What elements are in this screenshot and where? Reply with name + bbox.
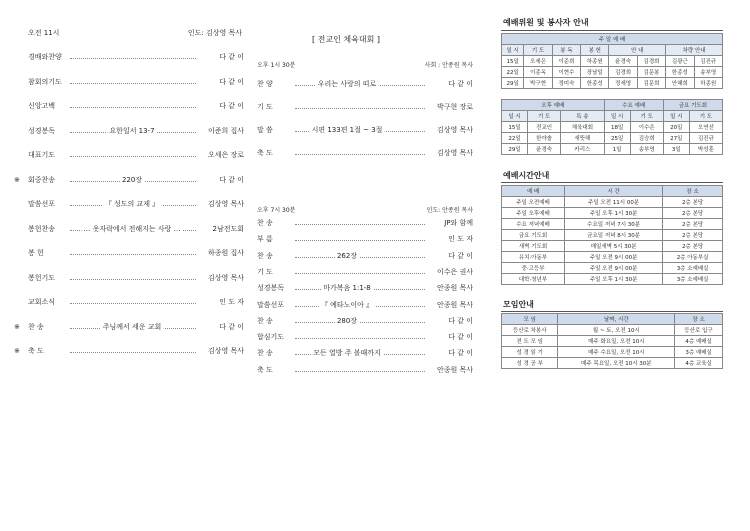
order-person: 박구현 장로 bbox=[436, 103, 473, 111]
table-cell: 주일 오후예배 bbox=[502, 208, 565, 219]
column-header: 날짜, 시간 bbox=[558, 314, 675, 325]
order-label: 부 름 bbox=[257, 235, 273, 244]
table-row bbox=[502, 230, 723, 241]
order-row bbox=[14, 151, 244, 161]
table-row bbox=[502, 133, 723, 144]
table-cell: 김진규 bbox=[694, 56, 722, 67]
table-cell: 15일 bbox=[502, 56, 524, 67]
table-cell: 김진규 bbox=[689, 133, 722, 144]
leader-dots bbox=[70, 58, 196, 59]
order-label: 봉 헌 bbox=[28, 249, 44, 257]
order-person: 다 같 이 bbox=[219, 53, 244, 61]
order-row bbox=[14, 347, 244, 357]
table-cell: 이종옥 bbox=[524, 67, 552, 78]
table-row bbox=[502, 208, 723, 219]
column-header: 오후 예배 bbox=[502, 100, 605, 111]
table-row bbox=[502, 56, 723, 67]
order-label: 축 도 bbox=[28, 347, 44, 355]
column-header: 기 도 bbox=[689, 111, 722, 122]
order-row bbox=[257, 126, 473, 136]
table-cell: 등산로 입구 bbox=[675, 325, 723, 336]
table-cell: 주일 오후 1시 30분 bbox=[565, 274, 663, 285]
meetings-table-header bbox=[502, 314, 723, 325]
order-label: 찬 송 bbox=[28, 322, 44, 331]
table-cell: 전교인 bbox=[528, 122, 561, 133]
table-cell: 매주 목요일, 오전 10시 30분 bbox=[558, 358, 675, 369]
order-label: 기 도 bbox=[257, 103, 273, 111]
order-detail: 마가복음 1:1-8 bbox=[323, 284, 371, 293]
table-cell: 매일새벽 5시 30분 bbox=[565, 241, 663, 252]
order-label: 성경봉독 bbox=[257, 284, 285, 293]
table-cell: 성 경 공 부 bbox=[502, 358, 558, 369]
section-title-meetings: 모임안내 bbox=[503, 300, 534, 309]
table-cell: 김승희 bbox=[630, 133, 663, 144]
table-cell: 대학·청년부 bbox=[502, 274, 565, 285]
order-person: 김상영 목사 bbox=[436, 149, 473, 157]
table-cell: 27일 bbox=[663, 133, 689, 144]
evening-service bbox=[257, 219, 473, 379]
order-person: 다 같 이 bbox=[448, 333, 473, 342]
order-person: 다 같 이 bbox=[219, 175, 244, 184]
table-row bbox=[502, 274, 723, 285]
column-header: 기 도 bbox=[524, 45, 552, 56]
column-header: 장 소 bbox=[675, 314, 723, 325]
table-cell: 한야솔 bbox=[528, 133, 561, 144]
leader-dots bbox=[295, 224, 425, 225]
table-cell: 유치·아동부 bbox=[502, 252, 565, 263]
order-detail: 모든 열방 주 볼때까지 bbox=[313, 349, 381, 358]
column-header: 봉 독 bbox=[552, 45, 580, 56]
order-detail: 시편 133편 1절 ~ 3절 bbox=[311, 126, 383, 134]
column-header: 기 도 bbox=[630, 111, 663, 122]
table-cell: 2층 본당 bbox=[663, 241, 723, 252]
table-cell: 25일 bbox=[604, 133, 630, 144]
table-cell: 중·고등부 bbox=[502, 263, 565, 274]
leader-dots bbox=[70, 156, 196, 157]
order-person: 김상영 목사 bbox=[207, 200, 244, 208]
column-header: 모 임 bbox=[502, 314, 558, 325]
column-header: 일 시 bbox=[604, 111, 630, 122]
column-header: 일 시 bbox=[502, 45, 524, 56]
table-cell: 주일 오후 1시 30분 bbox=[565, 208, 663, 219]
table-cell: 정미숙 bbox=[552, 78, 580, 89]
table-cell: 29일 bbox=[502, 144, 528, 155]
table-cell: 박구현 bbox=[524, 78, 552, 89]
order-detail: 280장 bbox=[336, 316, 358, 325]
order-person: 안종원 목사 bbox=[436, 284, 473, 293]
table-cell: 주일 오전 11시 00분 bbox=[565, 197, 663, 208]
table-cell: 15일 bbox=[502, 122, 528, 133]
table-cell: 3층 소예배실 bbox=[663, 263, 723, 274]
table-row bbox=[502, 122, 723, 133]
table-row bbox=[502, 252, 723, 263]
order-detail: 『 예타노이아 』 bbox=[320, 300, 374, 309]
order-person: 다 같 이 bbox=[448, 316, 473, 325]
order-row bbox=[14, 298, 244, 308]
meetings-table bbox=[501, 313, 723, 369]
table-row bbox=[502, 325, 723, 336]
section-title-volunteers: 예배위원 및 봉사자 안내 bbox=[503, 18, 589, 27]
order-person: 안종원 목사 bbox=[436, 300, 473, 309]
table-cell: 22일 bbox=[502, 67, 524, 78]
order-detail: … 옷자락에서 전해지는 사랑 … bbox=[83, 224, 181, 233]
table-row bbox=[502, 347, 723, 358]
column-header: 일 시 bbox=[663, 111, 689, 122]
order-person: 다 같 이 bbox=[219, 77, 244, 86]
order-person: 이수은 권사 bbox=[436, 267, 473, 276]
leader-dots bbox=[70, 107, 196, 108]
sunday-table-header: 주 일 예 배 bbox=[502, 34, 723, 45]
order-person: 이준희 집사 bbox=[207, 126, 244, 135]
table-cell: 22일 bbox=[502, 133, 528, 144]
order-label: 경배와찬양 bbox=[28, 53, 62, 61]
table-cell: 한종성 bbox=[581, 78, 609, 89]
order-label: 회중찬송 bbox=[28, 175, 56, 184]
block1-leader: 사회 : 안종원 목사 bbox=[424, 62, 473, 69]
order-row bbox=[257, 349, 473, 359]
section-underline bbox=[501, 182, 723, 183]
order-detail: 요한일서 13-7 bbox=[109, 126, 155, 135]
order-row bbox=[257, 235, 473, 245]
block2-time: 오후 7시 30분 bbox=[257, 207, 296, 214]
table-cell: 이준희 bbox=[552, 56, 580, 67]
order-row bbox=[257, 103, 473, 113]
order-row bbox=[14, 323, 244, 333]
order-person: 김상영 목사 bbox=[436, 126, 473, 134]
table-cell: 금요일 저녁 8시 30분 bbox=[565, 230, 663, 241]
column-header: 기 도 bbox=[528, 111, 561, 122]
table-cell: 주일 오전예배 bbox=[502, 197, 565, 208]
table-cell: 안혜희 bbox=[666, 78, 694, 89]
table-cell: 새벽 기도회 bbox=[502, 241, 565, 252]
order-row bbox=[257, 284, 473, 294]
weekday-table-columns bbox=[502, 111, 723, 122]
order-detail: 220장 bbox=[121, 175, 143, 184]
table-cell: 김문봉 bbox=[637, 67, 665, 78]
leader-dots bbox=[295, 257, 425, 258]
leader-dots bbox=[70, 83, 196, 84]
order-label: 말 씀 bbox=[257, 126, 273, 134]
leader-dots bbox=[295, 240, 425, 241]
required-mark: ※ bbox=[14, 175, 20, 184]
table-cell: 이수은 bbox=[630, 122, 663, 133]
order-detail: 『 성도의 교제 』 bbox=[104, 200, 160, 208]
weekday-volunteer-table bbox=[501, 99, 723, 155]
section-underline bbox=[501, 30, 723, 31]
table-cell: 1일 bbox=[604, 144, 630, 155]
table-cell: 월 ~ 토, 오전 10시 bbox=[558, 325, 675, 336]
table-cell: 김문희 bbox=[637, 78, 665, 89]
order-label: 봉헌기도 bbox=[28, 273, 56, 282]
table-cell: 윤경숙 bbox=[609, 56, 637, 67]
leader-dots bbox=[70, 303, 196, 304]
order-label: 찬 송 bbox=[257, 349, 273, 358]
leader-dots bbox=[295, 338, 425, 339]
order-label: 성경봉독 bbox=[28, 126, 56, 135]
order-label: 봉헌찬송 bbox=[28, 224, 56, 233]
leader-dots bbox=[295, 273, 425, 274]
leader-dots bbox=[295, 322, 425, 323]
table-cell: 수요 저녁예배 bbox=[502, 219, 565, 230]
table-row bbox=[502, 336, 723, 347]
order-row bbox=[257, 252, 473, 262]
required-mark: ※ bbox=[14, 347, 20, 355]
table-row bbox=[502, 241, 723, 252]
order-row bbox=[14, 53, 244, 63]
table-cell: 김경희 bbox=[609, 67, 637, 78]
leader-dots bbox=[70, 279, 196, 280]
column-header: 차량 안내 bbox=[666, 45, 723, 56]
order-person: 인 도 자 bbox=[448, 235, 473, 244]
order-row bbox=[14, 102, 244, 112]
column-header: 장 소 bbox=[663, 186, 723, 197]
order-label: 대표기도 bbox=[28, 151, 56, 159]
table-cell: 윤경숙 bbox=[528, 144, 561, 155]
order-person: 김상영 목사 bbox=[207, 347, 244, 355]
block2-leader: 인도: 안종원 목사 bbox=[426, 207, 473, 214]
order-label: 참회의기도 bbox=[28, 77, 62, 86]
table-cell: 박성훈 bbox=[689, 144, 722, 155]
order-label: 축 도 bbox=[257, 365, 273, 374]
table-cell: 매주 화요일, 오전 10시 bbox=[558, 336, 675, 347]
column-header: 수요 예배 bbox=[604, 100, 663, 111]
table-cell: 송부영 bbox=[630, 144, 663, 155]
leader-dots bbox=[295, 154, 425, 155]
table-cell: 18일 bbox=[604, 122, 630, 133]
table-cell: 4층 교육실 bbox=[675, 358, 723, 369]
section-title-service-times: 예배시간안내 bbox=[503, 171, 550, 180]
table-cell: 2층 본당 bbox=[663, 197, 723, 208]
order-person: 인 도 자 bbox=[219, 298, 244, 306]
table-row bbox=[502, 197, 723, 208]
sunday-volunteer-table bbox=[501, 33, 723, 89]
table-cell: 장남일 bbox=[581, 67, 609, 78]
order-label: 말씀선포 bbox=[28, 200, 56, 208]
table-row bbox=[502, 358, 723, 369]
order-person: 다 같 이 bbox=[448, 251, 473, 260]
order-label: 합심기도 bbox=[257, 333, 285, 342]
order-detail: 우리는 사랑의 띠로 bbox=[317, 80, 377, 88]
order-person: 다 같 이 bbox=[448, 349, 473, 358]
order-person: 다 같 이 bbox=[448, 80, 473, 88]
table-cell: 김경희 bbox=[637, 56, 665, 67]
table-row bbox=[502, 144, 723, 155]
order-row bbox=[257, 333, 473, 343]
block1-time: 오후 1시 30분 bbox=[257, 62, 296, 69]
order-person: 하종원 집사 bbox=[207, 249, 244, 257]
order-row bbox=[14, 274, 244, 284]
order-row bbox=[257, 366, 473, 376]
table-cell: 새뜻해 bbox=[561, 133, 604, 144]
section-underline bbox=[501, 311, 723, 312]
order-person: 다 같 이 bbox=[219, 322, 244, 331]
order-person: 오세은 장로 bbox=[207, 151, 244, 159]
order-label: 찬 양 bbox=[257, 80, 273, 88]
order-person: JP와 함께 bbox=[444, 219, 473, 227]
table-cell: 3일 bbox=[663, 144, 689, 155]
weekday-table-header bbox=[502, 100, 723, 111]
leader-dots bbox=[295, 371, 425, 372]
order-label: 기 도 bbox=[257, 267, 273, 276]
order-row bbox=[14, 127, 244, 137]
table-cell: 카리스 bbox=[561, 144, 604, 155]
order-row bbox=[257, 219, 473, 229]
table-cell: 수요일 저녁 7시 30분 bbox=[565, 219, 663, 230]
order-row bbox=[14, 200, 244, 210]
order-row bbox=[14, 176, 244, 186]
order-detail: 262장 bbox=[336, 251, 358, 260]
required-mark: ※ bbox=[14, 322, 20, 331]
table-cell: 20일 bbox=[663, 122, 689, 133]
table-cell: 2층 본당 bbox=[663, 208, 723, 219]
leader-dots bbox=[70, 254, 196, 255]
order-row bbox=[257, 301, 473, 311]
table-cell: 송부영 bbox=[694, 67, 722, 78]
order-of-worship bbox=[14, 53, 244, 363]
table-row bbox=[502, 219, 723, 230]
table-cell: 정세영 bbox=[609, 78, 637, 89]
table-cell: 체육대회 bbox=[561, 122, 604, 133]
times-table-header bbox=[502, 186, 723, 197]
column-header: 봉 헌 bbox=[581, 45, 609, 56]
table-cell: 하종원 bbox=[694, 78, 722, 89]
sunday-table-columns bbox=[502, 45, 723, 56]
column-header: 안 내 bbox=[609, 45, 666, 56]
table-cell: 4층 예배실 bbox=[675, 336, 723, 347]
table-cell: 한종성 bbox=[666, 67, 694, 78]
table-cell: 3층 소예배실 bbox=[663, 274, 723, 285]
order-person: 김상영 목사 bbox=[207, 273, 244, 282]
column-header: 시 간 bbox=[565, 186, 663, 197]
table-cell: 주일 오전 9시 00분 bbox=[565, 252, 663, 263]
table-row bbox=[502, 67, 723, 78]
order-detail: 주님께서 세운 교회 bbox=[102, 322, 162, 331]
order-row bbox=[257, 268, 473, 278]
table-cell: 매주 수요일, 오전 10시 bbox=[558, 347, 675, 358]
afternoon-service bbox=[257, 80, 473, 160]
table-cell: 하종원 bbox=[581, 56, 609, 67]
table-cell: 2층 본당 bbox=[663, 219, 723, 230]
table-cell: 오세은 bbox=[524, 56, 552, 67]
table-cell: 2층 본당 bbox=[663, 230, 723, 241]
table-cell: 성 경 읽 기 bbox=[502, 347, 558, 358]
service-leader: 인도: 김상영 목사 bbox=[187, 29, 242, 37]
order-row bbox=[14, 249, 244, 259]
order-row bbox=[257, 149, 473, 159]
table-row bbox=[502, 78, 723, 89]
table-cell: 이현수 bbox=[552, 67, 580, 78]
order-person: 다 같 이 bbox=[219, 102, 244, 110]
column-header: 금요 기도회 bbox=[663, 100, 722, 111]
column-header: 예 배 bbox=[502, 186, 565, 197]
order-row bbox=[14, 78, 244, 88]
order-row bbox=[14, 225, 244, 235]
table-cell: 금요 기도회 bbox=[502, 230, 565, 241]
order-label: 찬 송 bbox=[257, 219, 273, 227]
order-person: 안종원 목사 bbox=[436, 365, 473, 374]
column-header: 일 시 bbox=[502, 111, 528, 122]
service-times-table bbox=[501, 185, 723, 285]
order-label: 말씀선포 bbox=[257, 300, 285, 309]
table-cell: 2층 아동부실 bbox=[663, 252, 723, 263]
order-label: 찬 송 bbox=[257, 316, 273, 325]
table-cell: 전 도 모 임 bbox=[502, 336, 558, 347]
leader-dots bbox=[295, 108, 425, 109]
table-cell: 주일 오전 9시 00분 bbox=[565, 263, 663, 274]
column-header: 특 송 bbox=[561, 111, 604, 122]
order-person: 2남전도회 bbox=[212, 224, 244, 233]
table-row bbox=[502, 263, 723, 274]
table-cell: 3층 예배실 bbox=[675, 347, 723, 358]
table-cell: 오연선 bbox=[689, 122, 722, 133]
service-time: 오전 11시 bbox=[28, 29, 60, 37]
order-label: 찬 송 bbox=[257, 251, 273, 260]
order-row bbox=[257, 317, 473, 327]
table-cell: 김광근 bbox=[666, 56, 694, 67]
order-label: 축 도 bbox=[257, 149, 273, 157]
table-cell: 29일 bbox=[502, 78, 524, 89]
order-label: 신앙고백 bbox=[28, 102, 56, 110]
table-cell: 등산로 차봉사 bbox=[502, 325, 558, 336]
order-row bbox=[257, 80, 473, 90]
event-title: [ 전교인 체육대회 ] bbox=[312, 35, 380, 44]
order-label: 교회소식 bbox=[28, 298, 56, 306]
leader-dots bbox=[70, 352, 196, 353]
